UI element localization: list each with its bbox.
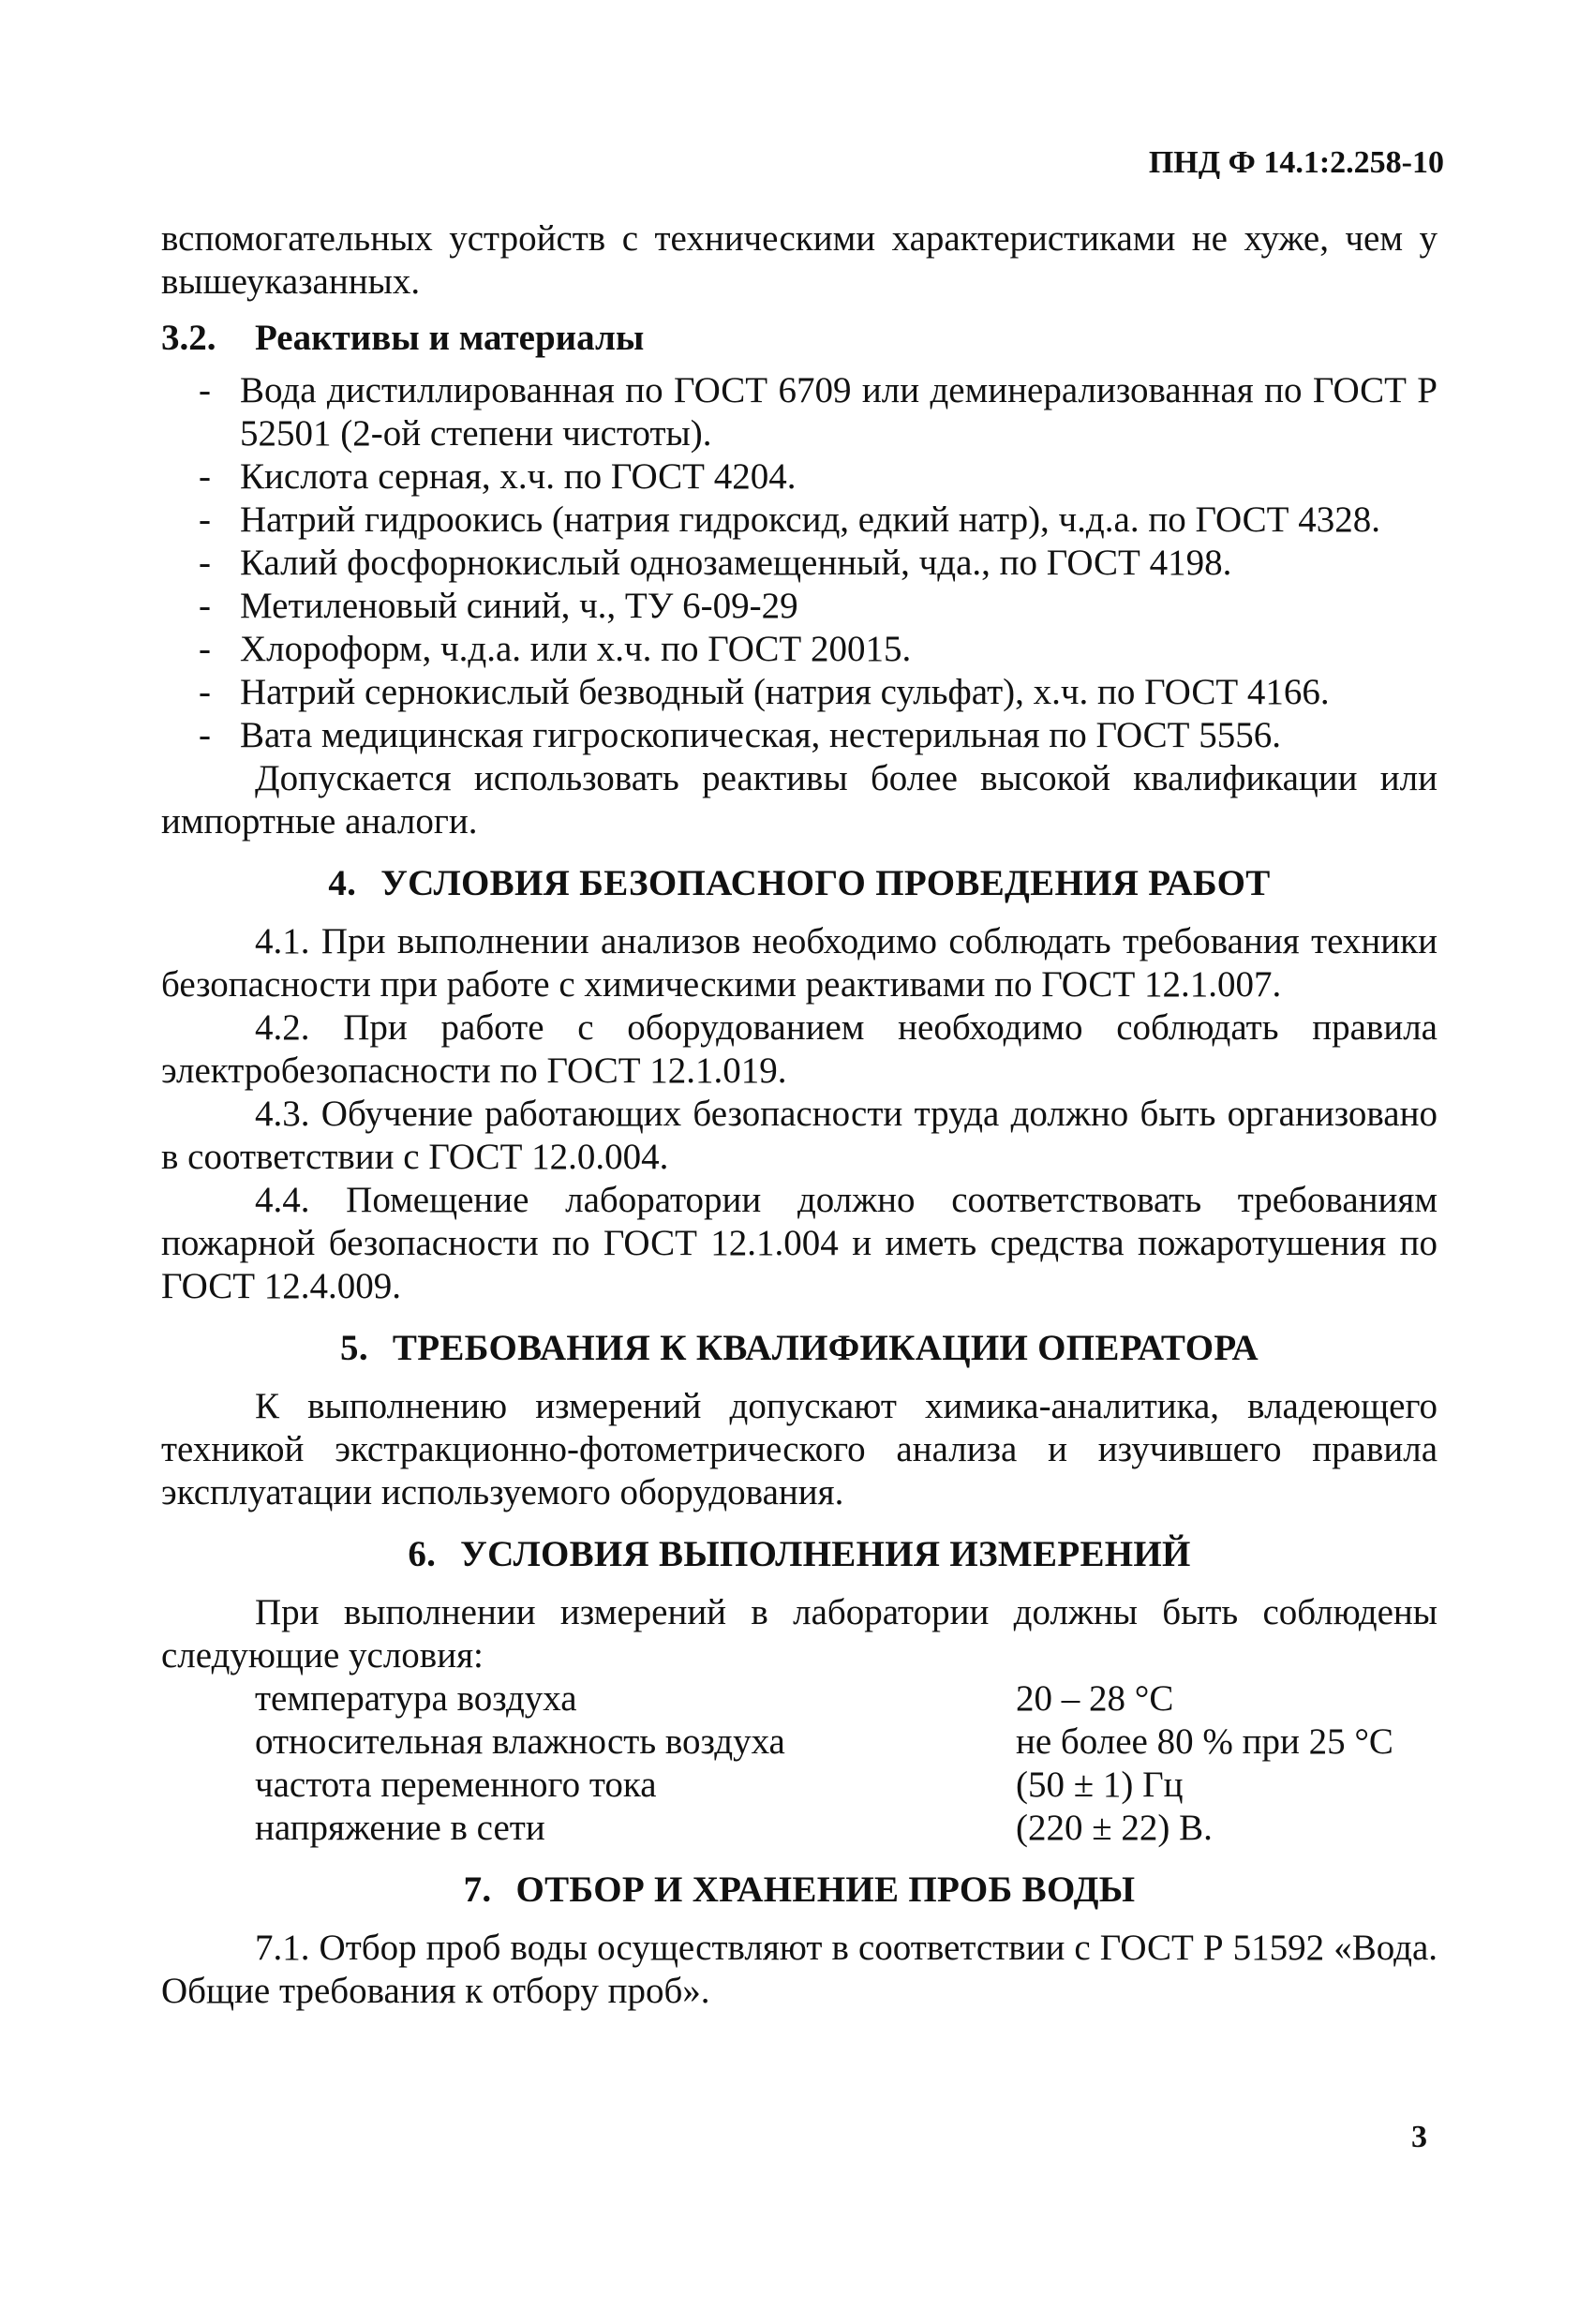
document-code: ПНД Ф 14.1:2.258-10 — [1148, 145, 1444, 180]
condition-name: относительная влажность воздуха — [255, 1721, 785, 1762]
subsection-heading-3-2 — [161, 317, 1438, 360]
list-item — [199, 714, 1438, 757]
list-item-text: Хлороформ, ч.д.а. или х.ч. по ГОСТ 20015. — [240, 629, 912, 669]
list-item-text: Натрий сернокислый безводный (натрия сульфат), х.ч. по ГОСТ 4166. — [240, 672, 1330, 712]
list-dash: - — [199, 456, 211, 497]
list-item-text: Метиленовый синий, ч., ТУ 6-09-29 — [240, 586, 798, 626]
section-number: 6. — [408, 1534, 437, 1574]
page-number: 3 — [1411, 2120, 1427, 2154]
list-item — [199, 499, 1438, 542]
list-item — [199, 585, 1438, 628]
list-dash: - — [199, 543, 211, 583]
condition-value: 20 – 28 °С — [1016, 1678, 1174, 1719]
condition-value: не более 80 % при 25 °С — [1016, 1721, 1393, 1762]
section-title: УСЛОВИЯ БЕЗОПАСНОГО ПРОВЕДЕНИЯ РАБОТ — [380, 863, 1271, 903]
condition-value: (50 ± 1) Гц — [1016, 1765, 1184, 1805]
paragraph-7-1: 7.1. Отбор проб воды осуществляют в соответствии с ГОСТ Р 51592 «Вода. Общие требования к отбору проб». — [161, 1928, 1438, 2011]
section-heading-6 — [161, 1533, 1438, 1576]
list-item-text: Кислота серная, х.ч. по ГОСТ 4204. — [240, 456, 797, 497]
list-item-text: Натрий гидроокись (натрия гидроксид, едкий натр), ч.д.а. по ГОСТ 4328. — [240, 499, 1380, 540]
list-item — [199, 455, 1438, 499]
section-title: ТРЕБОВАНИЯ К КВАЛИФИКАЦИИ ОПЕРАТОРА — [392, 1328, 1259, 1368]
list-item — [199, 671, 1438, 714]
section-number: 4. — [328, 863, 357, 903]
list-item-text: Вода дистиллированная по ГОСТ 6709 или деминерализованная по ГОСТ Р 52501 (2-ой степени чистоты). — [240, 370, 1438, 454]
list-dash: - — [199, 499, 211, 540]
condition-row — [255, 1764, 1438, 1807]
condition-name: частота переменного тока — [255, 1765, 657, 1805]
qualification-paragraph: К выполнению измерений допускают химика-аналитика, владеющего техникой экстракционно-фотометрического анализа и изучившего правила эксплуатации используемого оборудования. — [161, 1386, 1438, 1512]
paragraph-4-4: 4.4. Помещение лаборатории должно соответствовать требованиям пожарной безопасности по ГОСТ 12.1.004 и иметь средства пожаротушения по ГОСТ 12.4.009. — [161, 1180, 1438, 1306]
list-item-text: Калий фосфорнокислый однозамещенный, чда., по ГОСТ 4198. — [240, 543, 1232, 583]
paragraph-4-3: 4.3. Обучение работающих безопасности труда должно быть организовано в соответствии с ГОСТ 12.0.004. — [161, 1094, 1438, 1177]
list-item — [199, 628, 1438, 671]
section-title: УСЛОВИЯ ВЫПОЛНЕНИЯ ИЗМЕРЕНИЙ — [460, 1534, 1191, 1574]
condition-row — [255, 1677, 1438, 1721]
subsection-title: Реактивы и материалы — [255, 318, 645, 358]
list-dash: - — [199, 586, 211, 626]
paragraph-4-1: 4.1. При выполнении анализов необходимо соблюдать требования техники безопасности при работе с химическими реактивами по ГОСТ 12.1.007. — [161, 921, 1438, 1005]
section-heading-7 — [161, 1869, 1438, 1912]
section-title: ОТБОР И ХРАНЕНИЕ ПРОБ ВОДЫ — [515, 1870, 1136, 1910]
reagents-list — [199, 369, 1438, 757]
intro-paragraph: вспомогательных устройств с техническими характеристиками не хуже, чем у вышеуказанных. — [161, 218, 1438, 302]
section-heading-5 — [161, 1327, 1438, 1370]
list-dash: - — [199, 672, 211, 712]
list-dash: - — [199, 629, 211, 669]
conditions-intro: При выполнении измерений в лаборатории должны быть соблюдены следующие условия: — [161, 1592, 1438, 1676]
page-content — [161, 217, 1438, 2013]
paragraph-4-2: 4.2. При работе с оборудованием необходимо соблюдать правила электробезопасности по ГОСТ 12.1.019. — [161, 1007, 1438, 1091]
list-item — [199, 542, 1438, 585]
conditions-table — [255, 1677, 1438, 1850]
list-dash: - — [199, 715, 211, 755]
section-heading-4 — [161, 862, 1438, 905]
reagents-note: Допускается использовать реактивы более высокой квалификации или импортные аналоги. — [161, 758, 1438, 842]
list-dash: - — [199, 370, 211, 410]
condition-row — [255, 1721, 1438, 1764]
section-number: 7. — [463, 1870, 492, 1910]
subsection-number: 3.2. — [161, 318, 216, 358]
list-item — [199, 369, 1438, 455]
condition-row — [255, 1807, 1438, 1850]
section-number: 5. — [340, 1328, 368, 1368]
list-item-text: Вата медицинская гигроскопическая, нестерильная по ГОСТ 5556. — [240, 715, 1282, 755]
condition-value: (220 ± 22) В. — [1016, 1808, 1213, 1848]
condition-name: температура воздуха — [255, 1678, 577, 1719]
condition-name: напряжение в сети — [255, 1808, 545, 1848]
